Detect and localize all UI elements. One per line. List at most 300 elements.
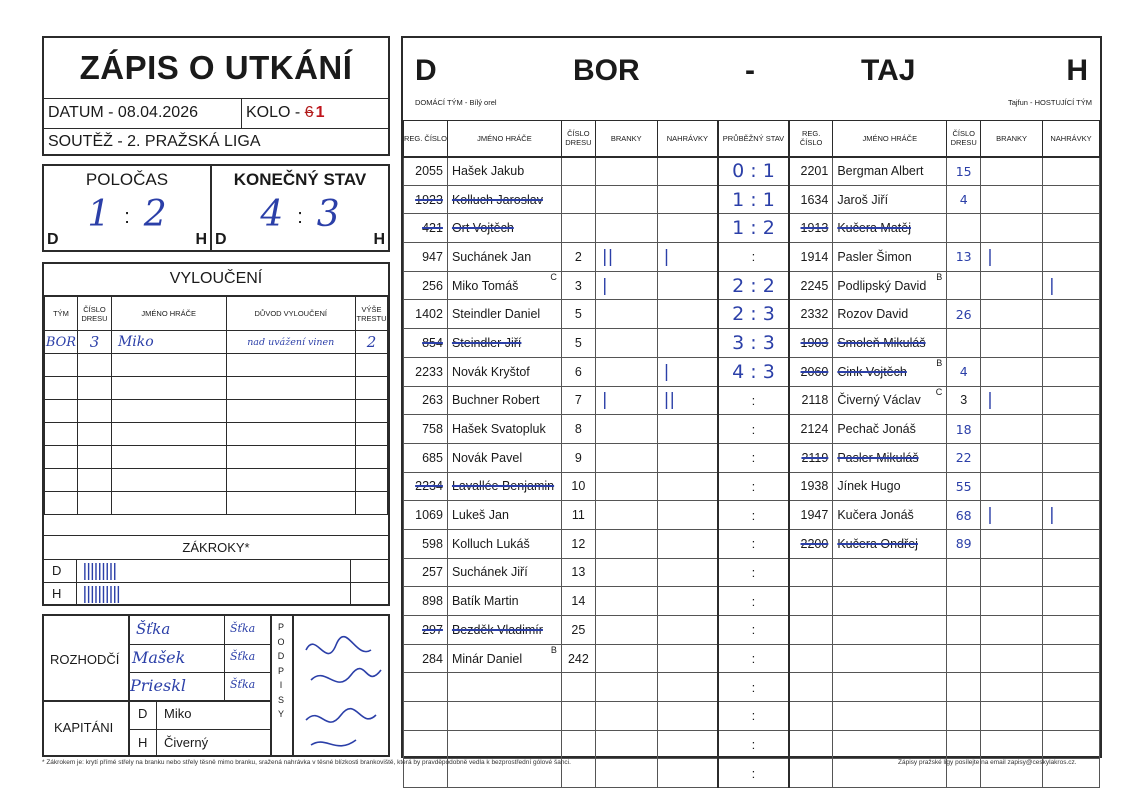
table-row [45, 354, 388, 377]
half-h-label: H [195, 231, 207, 248]
away-goals [981, 271, 1043, 300]
col-assists-away: NAHRÁVKY [1043, 121, 1100, 157]
home-assists [657, 644, 718, 673]
running-score-cell [718, 185, 789, 214]
away-goals [981, 214, 1043, 243]
away-team-subtitle: Tajfun - HOSTUJÍCÍ TÝM [1007, 98, 1092, 107]
home-reg: 1923 [404, 185, 448, 214]
running-score: 2 : 2 [732, 274, 775, 297]
sheet-title: ZÁPIS O UTKÁNÍ [79, 49, 353, 86]
final-d-label: D [215, 231, 227, 248]
home-name [447, 386, 561, 415]
home-goals [595, 214, 657, 243]
home-team-subtitle: DOMÁCÍ TÝM - Bílý orel [415, 98, 497, 107]
exclusions-title: VYLOUČENÍ [44, 264, 388, 296]
running-score-cell [718, 501, 789, 530]
running-score-cell [718, 673, 789, 702]
running-score-cell [718, 472, 789, 501]
away-jersey: 89 [947, 529, 981, 558]
home-reg: 854 [404, 329, 448, 358]
player-name: Kučera Jonáš [837, 508, 914, 523]
home-reg: 421 [404, 214, 448, 243]
final-score-h: 3 [316, 194, 340, 235]
home-goals: | [595, 271, 657, 300]
away-reg [789, 673, 833, 702]
away-jersey: 55 [947, 472, 981, 501]
running-score: 3 : 3 [732, 331, 775, 354]
away-assists [1043, 185, 1100, 214]
home-reg: 1069 [404, 501, 448, 530]
away-reg [789, 730, 833, 759]
table-row [404, 472, 1100, 501]
home-jersey: 7 [561, 386, 595, 415]
running-score-cell [718, 214, 789, 243]
away-goals [981, 616, 1043, 645]
home-goals [595, 329, 657, 358]
home-jersey [561, 185, 595, 214]
running-score-cell [718, 415, 789, 444]
away-goals [981, 587, 1043, 616]
captain-h-label: H [138, 735, 148, 750]
round-old: 6 [304, 104, 314, 121]
round-new: 1 [315, 104, 325, 121]
home-assists [657, 271, 718, 300]
player-name: Lukeš Jan [451, 508, 509, 523]
away-assists [1043, 357, 1100, 386]
running-score-cell [718, 157, 789, 186]
away-name [833, 558, 947, 587]
home-jersey: 242 [561, 644, 595, 673]
running-score-cell [718, 702, 789, 731]
half-score-d: 1 [87, 194, 111, 235]
away-jersey: 4 [947, 185, 981, 214]
col-player: JMÉNO HRÁČE [111, 297, 226, 331]
table-row [404, 271, 1100, 300]
away-jersey [947, 329, 981, 358]
away-jersey [947, 616, 981, 645]
home-name [447, 644, 561, 673]
player-name: Smoleň Mikuláš [837, 335, 926, 350]
role-badge: B [936, 357, 943, 368]
away-goals [981, 472, 1043, 501]
away-reg: 1914 [789, 243, 833, 272]
col-reason: DŮVOD VYLOUČENÍ [226, 297, 355, 331]
colon: : [297, 205, 303, 228]
away-reg: 2200 [789, 529, 833, 558]
away-reg: 2245 [789, 271, 833, 300]
away-assists [1043, 300, 1100, 329]
home-reg [404, 673, 448, 702]
table-row [404, 214, 1100, 243]
player-name: Miko Tomáš [451, 278, 519, 293]
player-name: Rozov David [837, 307, 909, 322]
player-name: Kolluch Jaroslav [451, 192, 543, 207]
home-goals [595, 558, 657, 587]
running-score: : [751, 421, 756, 437]
away-name [833, 587, 947, 616]
footnote: * Zákrokem je: krytí přímé střely na branku nebo střely těsně mimo branku, sražená nahrávka v těsné blízkosti brankoviště, která by pravděpodobně vedla k bezprostřední gólové šanci. [42, 759, 571, 766]
home-jersey: 12 [561, 529, 595, 558]
away-reg: 2332 [789, 300, 833, 329]
table-row [404, 243, 1100, 272]
away-name [833, 157, 947, 186]
home-goals [595, 529, 657, 558]
home-reg: 898 [404, 587, 448, 616]
home-jersey: 5 [561, 329, 595, 358]
saves-h-marks: |||||||||| [82, 584, 120, 604]
running-score: : [751, 450, 756, 466]
home-reg: 598 [404, 529, 448, 558]
running-score: : [751, 593, 756, 609]
away-reg [789, 558, 833, 587]
match-date: DATUM - 08.04.2026 [48, 104, 198, 121]
home-side-label: D [415, 54, 437, 87]
half-time-score [44, 166, 212, 250]
final-label: KONEČNÝ STAV [233, 170, 367, 189]
away-reg [789, 644, 833, 673]
home-assists [657, 501, 718, 530]
excl-team: BOR [45, 331, 78, 354]
away-jersey [947, 214, 981, 243]
officials-box [42, 614, 390, 757]
away-name [833, 271, 947, 300]
home-name [447, 214, 561, 243]
away-name [833, 616, 947, 645]
running-score-cell [718, 329, 789, 358]
referee-label: ROZHODČÍ [50, 652, 120, 667]
away-assists [1043, 558, 1100, 587]
player-name: Čiverný Václav [837, 393, 921, 408]
player-name: Kučera Matěj [837, 221, 911, 236]
away-assists [1043, 329, 1100, 358]
running-score-cell [718, 529, 789, 558]
away-goals [981, 300, 1043, 329]
home-reg: 685 [404, 443, 448, 472]
away-reg: 2201 [789, 157, 833, 186]
player-name: Hašek Jakub [451, 164, 525, 179]
table-row [404, 730, 1100, 759]
away-reg: 2119 [789, 443, 833, 472]
away-name [833, 673, 947, 702]
running-score: : [751, 564, 756, 580]
home-name [447, 730, 561, 759]
team-separator: - [745, 54, 755, 87]
table-row [45, 400, 388, 423]
col-penalty: VÝŠE TRESTU [355, 297, 387, 331]
table-row [404, 501, 1100, 530]
away-assists [1043, 616, 1100, 645]
player-name: Batík Martin [451, 594, 519, 609]
away-reg: 1938 [789, 472, 833, 501]
away-reg: 1634 [789, 185, 833, 214]
home-name [447, 357, 561, 386]
player-name: Podlipský David [837, 278, 927, 293]
away-name [833, 472, 947, 501]
referee-signature-3: Prieskl [130, 676, 187, 695]
home-jersey: 11 [561, 501, 595, 530]
home-assists [657, 759, 718, 788]
away-assists [1043, 730, 1100, 759]
away-goals [981, 329, 1043, 358]
home-name [447, 243, 561, 272]
home-reg: 263 [404, 386, 448, 415]
away-reg [789, 759, 833, 788]
table-row [404, 587, 1100, 616]
round-label: KOLO - [246, 104, 301, 121]
home-goals [595, 616, 657, 645]
away-assists [1043, 243, 1100, 272]
away-goals: | [981, 386, 1043, 415]
player-name: Pasler Šimon [837, 249, 912, 264]
home-assists [657, 587, 718, 616]
player-name: Suchánek Jan [451, 249, 532, 264]
home-assists [657, 185, 718, 214]
player-name: Jaroš Jiří [837, 192, 889, 207]
table-row [404, 357, 1100, 386]
away-reg: 1947 [789, 501, 833, 530]
away-jersey: 26 [947, 300, 981, 329]
table-row [404, 185, 1100, 214]
home-reg: 947 [404, 243, 448, 272]
title-box [42, 36, 390, 156]
saves-row-h [44, 583, 388, 606]
col-goals-away: BRANKY [981, 121, 1043, 157]
player-name: Cink Vojtěch [837, 364, 907, 379]
home-name [447, 271, 561, 300]
running-score-cell [718, 300, 789, 329]
colon: : [124, 205, 130, 228]
signatures-label: P O D P I S Y [277, 622, 285, 719]
home-assists: | [657, 357, 718, 386]
away-jersey: 4 [947, 357, 981, 386]
final-score [212, 166, 388, 250]
home-jersey [561, 157, 595, 186]
away-jersey [947, 730, 981, 759]
away-name [833, 243, 947, 272]
away-jersey: 68 [947, 501, 981, 530]
running-score-cell [718, 243, 789, 272]
home-reg [404, 730, 448, 759]
home-name [447, 329, 561, 358]
home-assists: || [657, 386, 718, 415]
home-assists: | [657, 243, 718, 272]
home-jersey: 14 [561, 587, 595, 616]
col-assists-home: NAHRÁVKY [657, 121, 718, 157]
date-row [44, 98, 388, 128]
home-jersey: 9 [561, 443, 595, 472]
home-jersey: 2 [561, 243, 595, 272]
home-goals [595, 644, 657, 673]
table-row [404, 616, 1100, 645]
home-jersey: 13 [561, 558, 595, 587]
captain-d-name: Miko [164, 706, 192, 721]
away-name [833, 501, 947, 530]
captain-label: KAPITÁNI [54, 720, 114, 735]
home-goals [595, 673, 657, 702]
home-goals [595, 587, 657, 616]
home-goals: | [595, 386, 657, 415]
running-score-cell [718, 587, 789, 616]
away-name [833, 730, 947, 759]
away-goals [981, 357, 1043, 386]
excl-penalty: 2 [355, 331, 387, 354]
home-assists [657, 529, 718, 558]
home-jersey [561, 214, 595, 243]
running-score: : [751, 392, 756, 408]
col-name-away: JMÉNO HRÁČE [833, 121, 947, 157]
footnote-email: Zápisy pražské ligy posílejte na email zapisy@ceskylakros.cz. [898, 759, 1077, 766]
final-h-label: H [373, 231, 385, 248]
away-assists [1043, 157, 1100, 186]
home-reg: 256 [404, 271, 448, 300]
player-name: Steindler Daniel [451, 307, 541, 322]
col-name-home: JMÉNO HRÁČE [447, 121, 561, 157]
table-row [404, 386, 1100, 415]
player-name: Novák Pavel [451, 450, 523, 465]
referee-initial-3: Šťka [230, 678, 256, 691]
away-name [833, 529, 947, 558]
role-badge: C [550, 271, 557, 282]
home-assists [657, 415, 718, 444]
col-jersey-home: ČÍSLO DRESU [561, 121, 595, 157]
captain-h-name: Čiverný [164, 735, 209, 750]
home-goals: || [595, 243, 657, 272]
running-score-cell [718, 644, 789, 673]
table-row [45, 446, 388, 469]
away-reg: 2124 [789, 415, 833, 444]
player-name: Minár Daniel [451, 651, 523, 666]
home-goals [595, 157, 657, 186]
running-score: 0 : 1 [732, 160, 775, 183]
away-assists [1043, 644, 1100, 673]
away-goals [981, 185, 1043, 214]
half-time-label: POLOČAS [85, 170, 169, 189]
home-goals [595, 415, 657, 444]
player-name: Bezděk Vladimír [451, 622, 543, 637]
home-jersey: 5 [561, 300, 595, 329]
home-goals [595, 730, 657, 759]
away-jersey: 22 [947, 443, 981, 472]
referee-initial-2: Šťka [230, 650, 256, 663]
away-goals [981, 673, 1043, 702]
table-row [404, 644, 1100, 673]
home-assists [657, 558, 718, 587]
player-name: Kolluch Lukáš [451, 536, 530, 551]
home-name [447, 185, 561, 214]
saves-h-label: H [44, 583, 77, 606]
away-goals: | [981, 501, 1043, 530]
away-jersey: 18 [947, 415, 981, 444]
exclusions-box [42, 262, 390, 606]
home-jersey [561, 702, 595, 731]
away-goals [981, 730, 1043, 759]
running-score-cell [718, 558, 789, 587]
away-assists [1043, 386, 1100, 415]
table-row [45, 492, 388, 515]
home-jersey [561, 730, 595, 759]
running-score: : [751, 708, 756, 724]
player-name: Suchánek Jiří [451, 565, 528, 580]
away-assists [1043, 214, 1100, 243]
away-assists [1043, 415, 1100, 444]
away-reg [789, 616, 833, 645]
home-assists [657, 472, 718, 501]
away-assists: | [1043, 271, 1100, 300]
saves-row-d [44, 560, 388, 583]
home-name [447, 415, 561, 444]
excl-jersey: 3 [77, 331, 111, 354]
home-assists [657, 329, 718, 358]
away-reg [789, 702, 833, 731]
final-score-d: 4 [260, 194, 284, 235]
home-assists [657, 443, 718, 472]
home-reg: 297 [404, 616, 448, 645]
away-assists [1043, 673, 1100, 702]
home-name [447, 443, 561, 472]
away-assists [1043, 587, 1100, 616]
col-reg-away: REG. ČÍSLO [789, 121, 833, 157]
home-name [447, 702, 561, 731]
home-reg: 284 [404, 644, 448, 673]
home-name [447, 587, 561, 616]
away-jersey [947, 702, 981, 731]
home-jersey: 10 [561, 472, 595, 501]
table-row [45, 377, 388, 400]
home-assists [657, 616, 718, 645]
excl-name: Miko [111, 331, 226, 354]
saves-d-label: D [44, 560, 77, 582]
home-goals [595, 472, 657, 501]
col-jersey: ČÍSLO DRESU [77, 297, 111, 331]
running-score: : [751, 536, 756, 552]
player-name: Lavallée Benjamin [451, 479, 555, 494]
running-score: : [751, 249, 756, 265]
running-score: : [751, 651, 756, 667]
home-name [447, 300, 561, 329]
col-jersey-away: ČÍSLO DRESU [947, 121, 981, 157]
table-row [404, 443, 1100, 472]
table-row [45, 469, 388, 492]
home-goals [595, 443, 657, 472]
away-jersey: 15 [947, 157, 981, 186]
home-assists [657, 157, 718, 186]
away-name [833, 386, 947, 415]
half-d-label: D [47, 231, 59, 248]
home-jersey [561, 673, 595, 702]
running-score-cell [718, 443, 789, 472]
saves-title: ZÁKROKY* [44, 535, 388, 560]
away-jersey [947, 587, 981, 616]
home-assists [657, 730, 718, 759]
home-reg [404, 702, 448, 731]
col-goals-home: BRANKY [595, 121, 657, 157]
running-score: 1 : 1 [732, 188, 775, 211]
away-reg [789, 587, 833, 616]
running-score: : [751, 737, 756, 753]
player-name: Novák Kryštof [451, 364, 530, 379]
home-reg: 1402 [404, 300, 448, 329]
home-goals [595, 357, 657, 386]
player-name: Pechač Jonáš [837, 422, 916, 437]
player-name: Buchner Robert [451, 393, 540, 408]
home-jersey: 25 [561, 616, 595, 645]
table-row [404, 300, 1100, 329]
referee-signature-1: Šťka [136, 620, 171, 638]
home-reg: 257 [404, 558, 448, 587]
col-running-score: PRŮBĚŽNÝ STAV [718, 121, 789, 157]
away-goals [981, 644, 1043, 673]
away-side-label: H [1066, 54, 1088, 87]
